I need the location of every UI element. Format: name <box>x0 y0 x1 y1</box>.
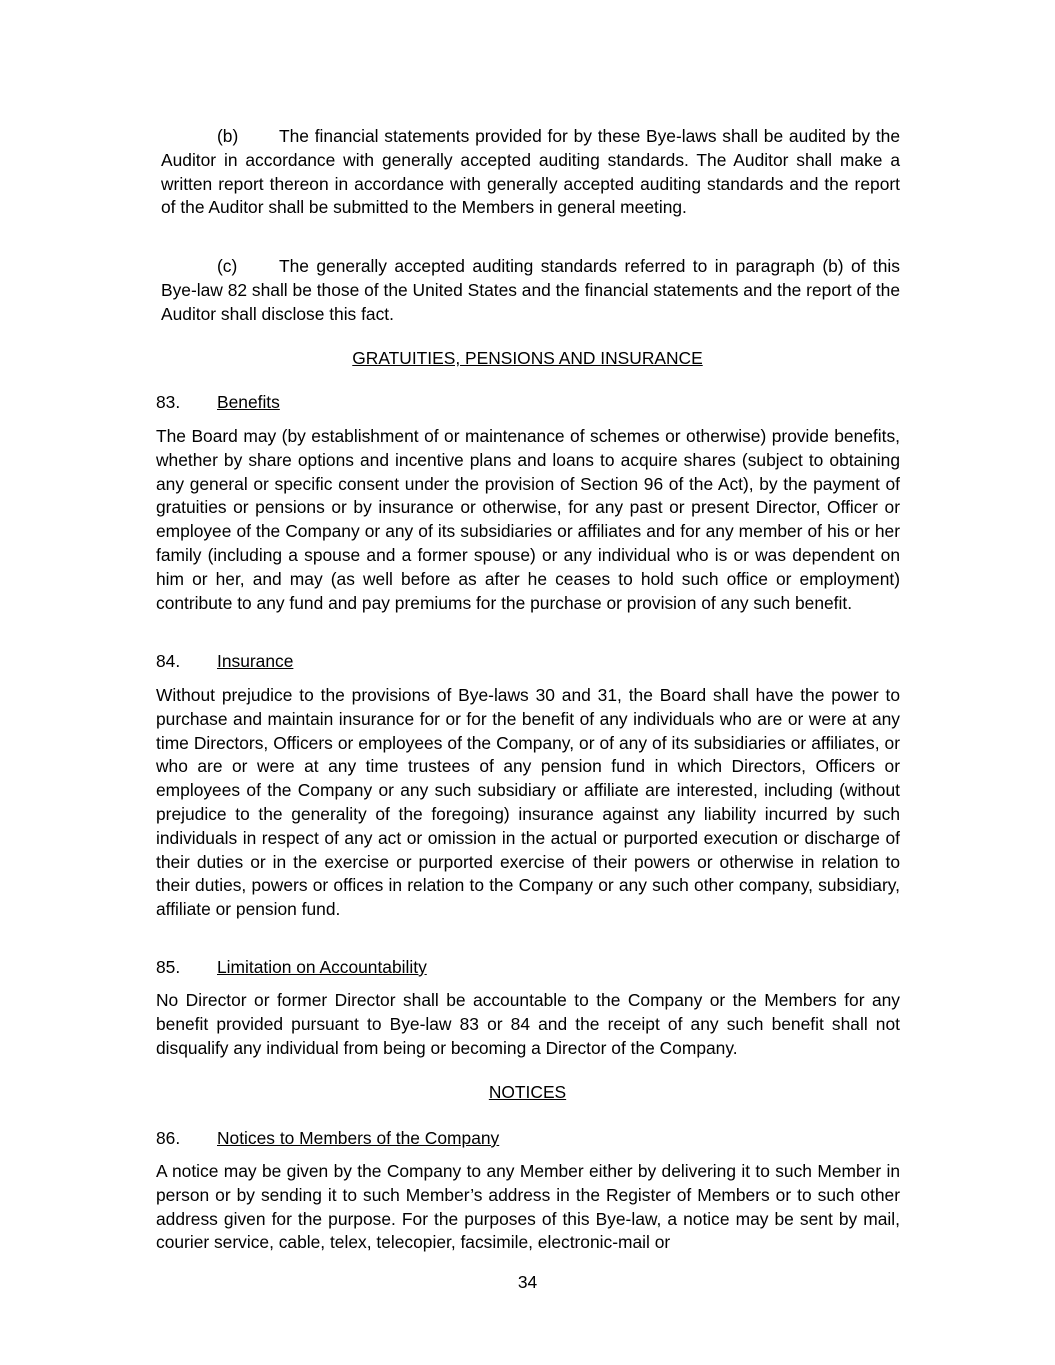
heading-text: GRATUITIES, PENSIONS AND INSURANCE <box>352 348 703 368</box>
section-84-heading <box>156 650 293 673</box>
paragraph-82b <box>161 125 900 220</box>
section-number: 86. <box>156 1128 181 1148</box>
section-85-heading <box>156 956 427 979</box>
page-number: 34 <box>517 1272 538 1292</box>
paragraph-82c <box>161 255 900 326</box>
paragraph-label: (c) <box>217 256 238 276</box>
heading-text: NOTICES <box>488 1082 567 1102</box>
paragraph-text: The financial statements provided for by these Bye-laws shall be audited by the Auditor in accordance with generally accepted auditing standards. The Auditor shall make a written report thereon in accordance with generally accepted auditing standards and the report of the Auditor shall be submitted to the Members in general meeting. <box>161 126 900 218</box>
section-84-body: Without prejudice to the provisions of Bye-laws 30 and 31, the Board shall have the power to purchase and maintain insurance for or for the benefit of any individuals who are or were at any time Directors, Officers or employees of the Company, or of any of its subsidiaries or affiliates, or who are or were at any time trustees of any pension fund in which Directors, Officers or employees of the Company or any such subsidiary or affiliate are interested, including (without prejudice to the generality of the foregoing) insurance against any liability incurred by such individuals in respect of any act or omission in the actual or purported execution or discharge of their duties or in the exercise or purported exercise of their powers or otherwise in relation to their duties, powers or offices in relation to the Company or any such other company, subsidiary, affiliate or pension fund. <box>156 685 900 920</box>
section-title: Limitation on Accountability <box>217 957 427 977</box>
paragraph-label: (b) <box>217 126 239 146</box>
heading-notices <box>0 1081 1055 1104</box>
section-number: 85. <box>156 957 181 977</box>
section-86-heading <box>156 1127 499 1150</box>
section-83-body: The Board may (by establishment of or maintenance of schemes or otherwise) provide benefits, whether by share options and incentive plans and loans to acquire shares (subject to obtaining any general or specific consent under the provision of Section 96 of the Act), by the payment of gratuities or pensions or by insurance or otherwise, for any past or present Director, Officer or employee of the Company or any of its subsidiaries or affiliates and for any member of his or her family (including a spouse and a former spouse) or any individual who is or was dependent on him or her, and may (as well before as after he ceases to hold such office or employment) contribute to any fund and pay premiums for the purchase or provision of any such benefit. <box>156 426 900 613</box>
section-number: 83. <box>156 392 181 412</box>
section-83-heading <box>156 391 280 414</box>
section-title: Benefits <box>217 392 280 412</box>
section-86-body: A notice may be given by the Company to any Member either by delivering it to such Member in person or by sending it to such Member’s address in the Register of Members or to such other address given for the purpose. For the purposes of this Bye-law, a notice may be sent by mail, courier service, cable, telex, telecopier, facsimile, electronic-mail or <box>156 1161 900 1253</box>
section-number: 84. <box>156 651 181 671</box>
heading-gratuities <box>0 347 1055 370</box>
section-85-body: No Director or former Director shall be accountable to the Company or the Members for any benefit provided pursuant to Bye-law 83 or 84 and the receipt of any such benefit shall not disqualify any individual from being or becoming a Director of the Company. <box>156 990 900 1058</box>
section-title: Notices to Members of the Company <box>217 1128 500 1148</box>
paragraph-text: The generally accepted auditing standards referred to in paragraph (b) of this Bye-law 82 shall be those of the United States and the financial statements and the report of the Auditor shall disclose this fact. <box>161 256 900 324</box>
section-title: Insurance <box>217 651 294 671</box>
